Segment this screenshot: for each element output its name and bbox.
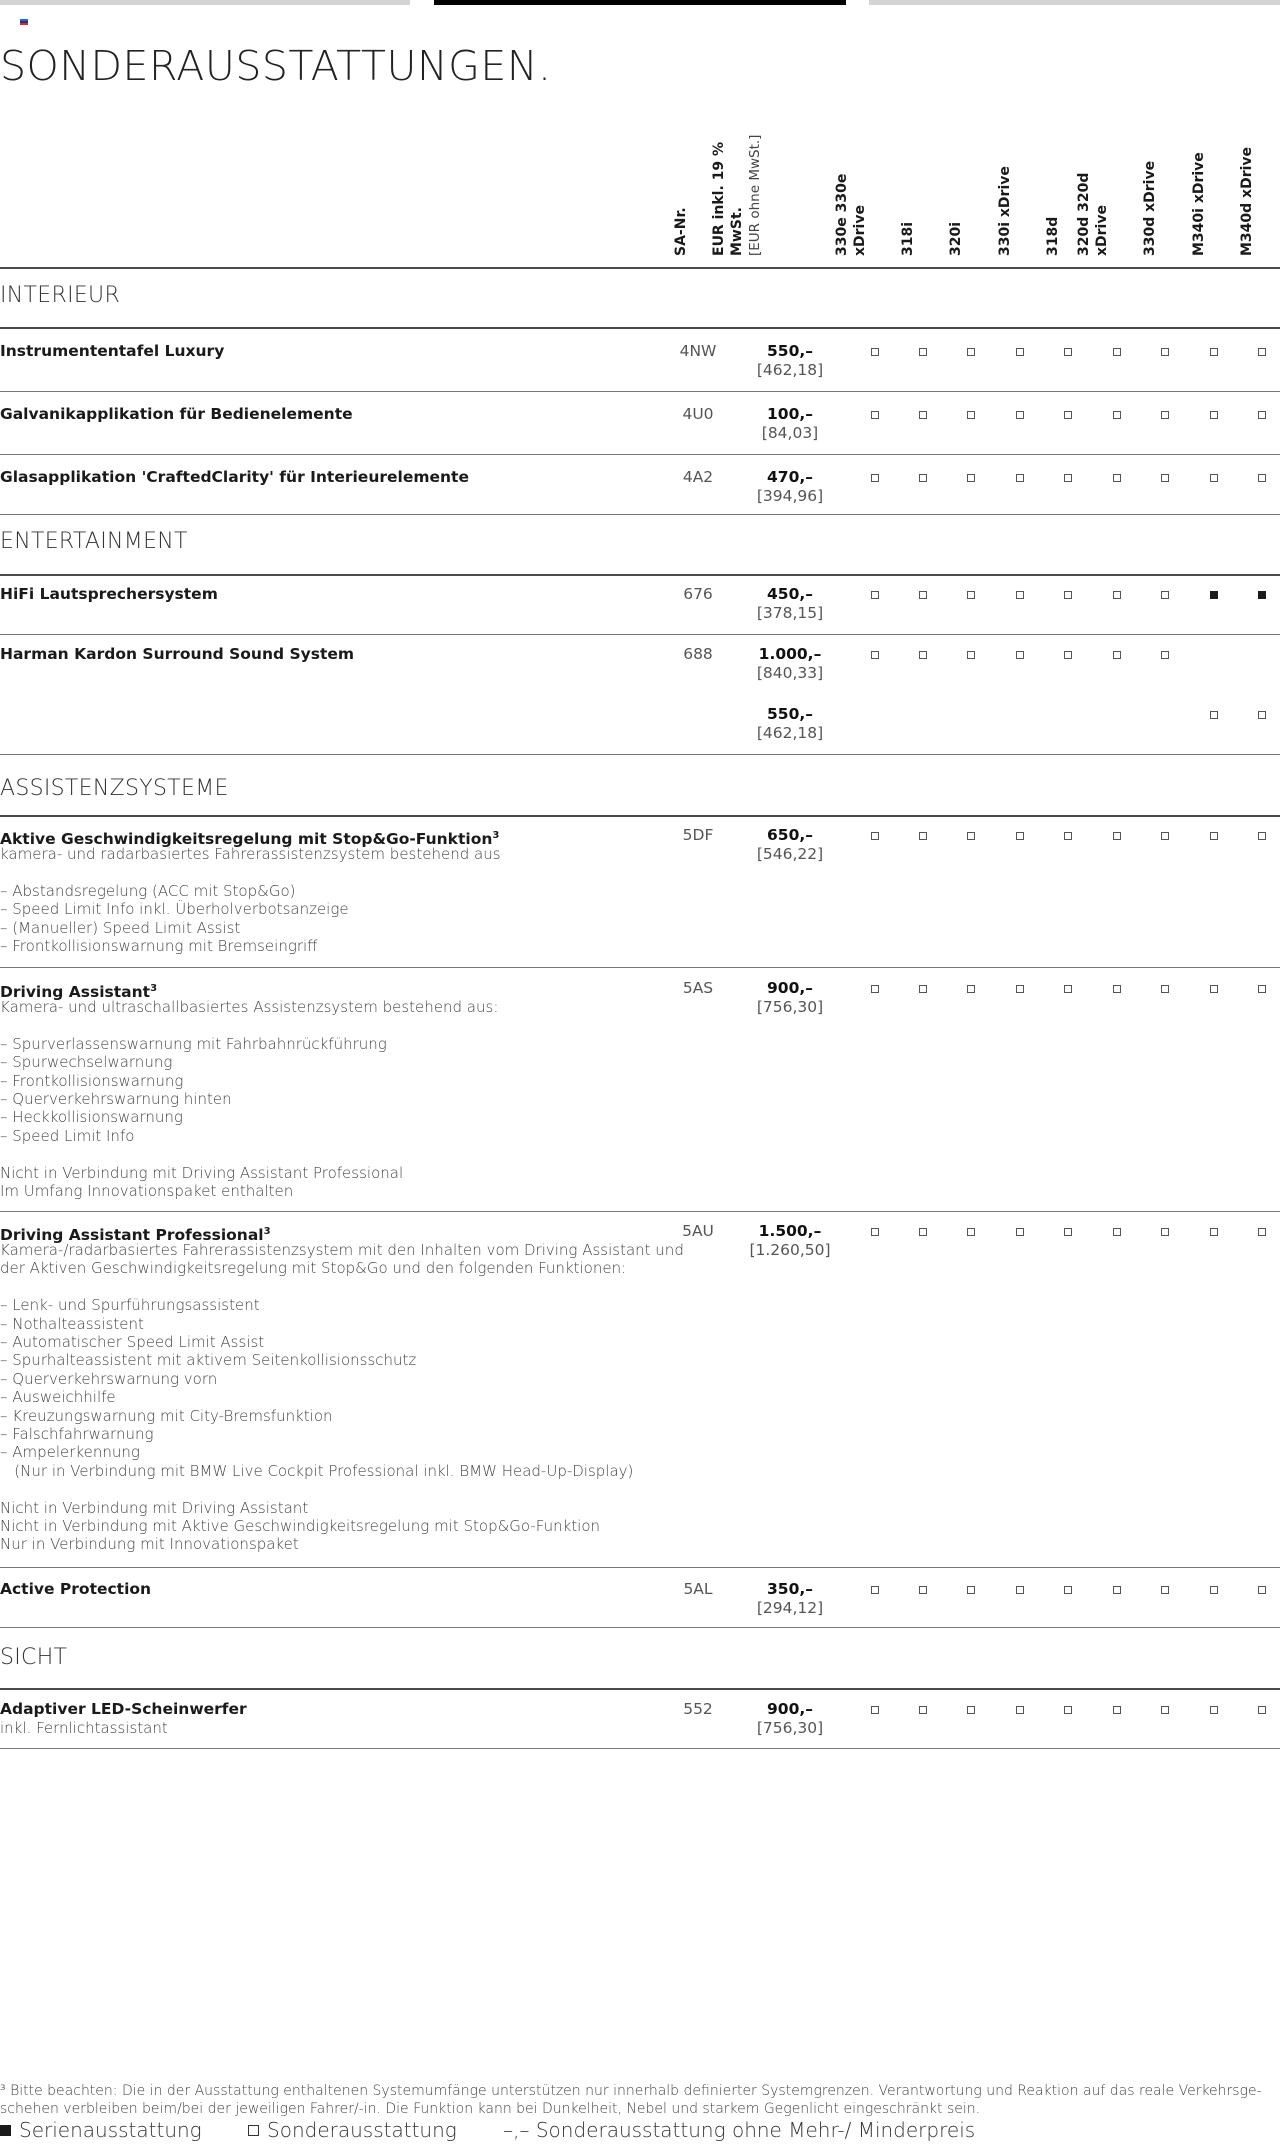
optional-equipment-mark [1113, 651, 1121, 659]
optional-equipment-mark [967, 832, 975, 840]
feature-name [0, 405, 660, 424]
optional-equipment-mark [1064, 411, 1072, 419]
optional-equipment-mark [1161, 832, 1169, 840]
filled-square-icon [0, 2125, 11, 2136]
optional-equipment-mark [1161, 651, 1169, 659]
optional-equipment-mark [919, 651, 927, 659]
optional-equipment-mark [871, 474, 879, 482]
description-line [0, 1480, 660, 1498]
optional-equipment-mark [919, 348, 927, 356]
description-line: kamera- und radarbasiertes Fahrerassistenzsystem bestehend aus [0, 845, 501, 863]
description-line: – Nothalteassistent [0, 1314, 144, 1333]
price-cell [745, 645, 835, 683]
description-line: – Kreuzungswarnung mit City-Bremsfunktion [0, 1406, 333, 1425]
optional-equipment-mark [1161, 474, 1169, 482]
description-line: – Spurwechselwarnung [0, 1053, 173, 1072]
optional-equipment-mark [871, 411, 879, 419]
optional-equipment-mark [1016, 474, 1024, 482]
header-model: M340i xDrive [1191, 152, 1207, 256]
description-line: – Querverkehrswarnung hinten [0, 1090, 232, 1109]
header-model: 320d 320d xDrive [1076, 172, 1110, 256]
optional-equipment-mark [871, 985, 879, 993]
row-divider [0, 754, 1280, 755]
empty-square-icon [248, 2125, 259, 2136]
row-divider [0, 454, 1280, 455]
optional-equipment-mark [1258, 1586, 1266, 1594]
feature-name [0, 342, 660, 361]
row-divider [0, 1627, 1280, 1628]
section-divider [0, 327, 1280, 329]
description-line: – Automatischer Speed Limit Assist [0, 1333, 265, 1352]
legend-optional: Sonderausstattung [248, 2118, 457, 2142]
description-line: – (Manueller) Speed Limit Assist [0, 918, 241, 937]
feature-name-text: Aktive Geschwindigkeitsregelung mit Stop&Go-Funktion [0, 830, 493, 849]
description-line: Kamera- und ultraschallbasiertes Assistenzsystem bestehend aus: [0, 998, 499, 1016]
optional-equipment-mark [1113, 1706, 1121, 1714]
legend-standard: Serienausstattung [0, 2118, 202, 2142]
optional-equipment-mark [1064, 832, 1072, 840]
optional-equipment-mark [1161, 411, 1169, 419]
option-code: 4NW [679, 342, 717, 360]
description-line: inkl. Fernlichtassistant [0, 1719, 168, 1737]
optional-equipment-mark [1210, 711, 1218, 719]
optional-equipment-mark [967, 1706, 975, 1714]
price-cell [745, 468, 835, 506]
description-line: (Nur in Verbindung mit BMW Live Cockpit Professional inkl. BMW Head-Up-Display) [0, 1461, 634, 1480]
price-gross: 1.000,– [758, 645, 822, 663]
optional-equipment-mark [1016, 1586, 1024, 1594]
description-line: – Abstandsregelung (ACC mit Stop&Go) [0, 881, 296, 900]
option-code: 5DF [682, 826, 714, 844]
header-model: M340d xDrive [1239, 146, 1255, 256]
price-net: [840,33] [756, 664, 824, 682]
description-line: – Ampelerkennung [0, 1443, 140, 1462]
description-line: Kamera-/radarbasiertes Fahrerassistenzsystem mit den Inhalten vom Driving Assistant und [0, 1241, 684, 1259]
optional-equipment-mark [1016, 411, 1024, 419]
optional-equipment-mark [919, 591, 927, 599]
optional-equipment-mark [1210, 474, 1218, 482]
price-cell [745, 1222, 835, 1260]
optional-equipment-mark [1258, 1706, 1266, 1714]
price-gross: 350,– [767, 1580, 813, 1598]
optional-equipment-mark [1161, 985, 1169, 993]
feature-description [0, 1719, 660, 1737]
optional-equipment-mark [871, 832, 879, 840]
description-line: – Ausweichhilfe [0, 1388, 116, 1407]
legend [0, 2118, 1015, 2142]
optional-equipment-mark [1161, 1228, 1169, 1236]
price-cell [745, 585, 835, 623]
feature-name-text: Galvanikapplikation für Bedienelemente [0, 405, 353, 423]
feature-name-text: Adaptiver LED-Scheinwerfer [0, 1700, 247, 1718]
footnote-ref: 3 [492, 830, 500, 841]
optional-equipment-mark [919, 411, 927, 419]
description-line: – Heckkollisionswarnung [0, 1108, 183, 1127]
price-net: [84,03] [761, 424, 819, 442]
option-code: 4U0 [682, 405, 714, 423]
page-title: SONDERAUSSTATTUNGEN. [0, 42, 552, 90]
description-line: Nur in Verbindung mit Innovationspaket [0, 1535, 299, 1554]
tab-bar-right[interactable] [869, 0, 1280, 5]
price-cell [745, 1700, 835, 1738]
optional-equipment-mark [1064, 348, 1072, 356]
optional-equipment-mark [919, 832, 927, 840]
row-divider [0, 1211, 1280, 1212]
description-line: – Frontkollisionswarnung [0, 1071, 184, 1090]
footnote-ref: 3 [150, 983, 158, 994]
price-cell [745, 1580, 835, 1618]
brand-flag-icon [20, 19, 28, 25]
price-gross: 470,– [767, 468, 813, 486]
optional-equipment-mark [871, 1228, 879, 1236]
price-cell [745, 826, 835, 864]
feature-name-text: Harman Kardon Surround Sound System [0, 645, 355, 663]
optional-equipment-mark [1113, 411, 1121, 419]
row-divider [0, 634, 1280, 635]
description-line: – Querverkehrswarnung vorn [0, 1369, 218, 1388]
optional-equipment-mark [1064, 651, 1072, 659]
description-line: – Frontkollisionswarnung mit Bremseingriff [0, 937, 318, 956]
description-line: – Spurverlassenswarnung mit Fahrbahnrückführung [0, 1034, 387, 1053]
optional-equipment-mark [1258, 985, 1266, 993]
optional-equipment-mark [1016, 1228, 1024, 1236]
optional-equipment-mark [967, 348, 975, 356]
description-line: Nicht in Verbindung mit Driving Assistant Professional [0, 1163, 404, 1182]
header-divider [0, 267, 1280, 269]
optional-equipment-mark [871, 1586, 879, 1594]
footnote: ³ Bitte beachten: Die in der Ausstattung enthaltenen Systemumfänge unterstützen nur innerhalb definierter Systemgrenzen. Verantwortung und Reaktion auf das reale Verkehrsge-schehen verbleiben beim/bei der jeweiligen Fahrer/-in. Die Funktion kann bei Dunkelheit, Nebel und starkem Gegenlicht eingeschränkt sein. [0, 2083, 1262, 2117]
optional-equipment-mark [1210, 832, 1218, 840]
feature-name [0, 1700, 660, 1719]
price-gross: 1.500,– [758, 1222, 822, 1240]
optional-equipment-mark [871, 1706, 879, 1714]
price-net: [546,22] [756, 845, 824, 863]
optional-equipment-mark [1064, 474, 1072, 482]
price-gross: 900,– [767, 1700, 813, 1718]
optional-equipment-mark [1161, 1586, 1169, 1594]
option-code: 5AL [683, 1580, 713, 1598]
optional-equipment-mark [1210, 1228, 1218, 1236]
header-model: 330d xDrive [1142, 160, 1158, 256]
header-price-sub: [EUR ohne MwSt.] [747, 134, 763, 256]
price-gross: 900,– [767, 979, 813, 997]
description-line: Im Umfang Innovationspaket enthalten [0, 1182, 294, 1201]
footnote-ref: 3 [263, 1226, 271, 1237]
description-line: – Falschfahrwarnung [0, 1425, 154, 1444]
optional-equipment-mark [1064, 985, 1072, 993]
optional-equipment-mark [1210, 348, 1218, 356]
option-code: 688 [683, 645, 713, 663]
description-line: Nicht in Verbindung mit Driving Assistant [0, 1498, 309, 1517]
row-divider [0, 1748, 1280, 1749]
optional-equipment-mark [967, 651, 975, 659]
header-price-main: EUR inkl. 19 % MwSt. [711, 141, 745, 256]
feature-name-text: Driving Assistant Professional [0, 1226, 264, 1245]
optional-equipment-mark [1161, 591, 1169, 599]
optional-equipment-mark [1016, 1706, 1024, 1714]
option-code: 4A2 [682, 468, 714, 486]
header-price [711, 120, 824, 256]
feature-name-text: Active Protection [0, 1580, 152, 1598]
description-line: – Speed Limit Info [0, 1126, 135, 1145]
price-gross: 450,– [767, 585, 813, 603]
optional-equipment-mark [919, 1706, 927, 1714]
price-net: [756,30] [756, 1719, 824, 1737]
optional-equipment-mark [1016, 348, 1024, 356]
price-net: [378,15] [756, 604, 824, 622]
description-line: – Speed Limit Info inkl. Überholverbotsanzeige [0, 900, 349, 919]
optional-equipment-mark [1113, 591, 1121, 599]
section-divider [0, 1688, 1280, 1690]
feature-name-text: Driving Assistant [0, 983, 151, 1002]
optional-equipment-mark [1113, 832, 1121, 840]
option-code: 676 [683, 585, 713, 603]
optional-equipment-mark [1113, 985, 1121, 993]
optional-equipment-mark [1113, 1586, 1121, 1594]
description-line [0, 1278, 660, 1296]
optional-equipment-mark [1016, 591, 1024, 599]
section-heading: ASSISTENZSYSTEME [0, 776, 229, 801]
optional-equipment-mark [1210, 1706, 1218, 1714]
optional-equipment-mark [1113, 348, 1121, 356]
feature-description [0, 1241, 684, 1554]
header-code: SA-Nr. [673, 207, 689, 256]
tab-bar-left[interactable] [0, 0, 410, 5]
optional-equipment-mark [1064, 1228, 1072, 1236]
description-line: – Lenk- und Spurführungsassistent [0, 1296, 260, 1315]
section-heading: SICHT [0, 1645, 68, 1670]
option-code: 552 [683, 1700, 713, 1718]
header-model: 320i [948, 221, 964, 256]
section-divider [0, 574, 1280, 576]
row-divider [0, 1567, 1280, 1568]
price-net: [462,18] [756, 361, 824, 379]
feature-name-text: Glasapplikation 'CraftedClarity' für Interieurelemente [0, 468, 469, 486]
price-gross: 100,– [767, 405, 813, 423]
optional-equipment-mark [967, 474, 975, 482]
price-net: [294,12] [756, 1599, 824, 1617]
optional-equipment-mark [967, 1586, 975, 1594]
price-gross: 550,– [767, 342, 813, 360]
feature-name-text: HiFi Lautsprechersystem [0, 585, 218, 603]
optional-equipment-mark [1064, 1706, 1072, 1714]
feature-name-text: Instrumententafel Luxury [0, 342, 225, 360]
row-divider [0, 391, 1280, 392]
price-cell [745, 405, 835, 443]
standard-equipment-mark [1258, 591, 1266, 599]
header-model: 318i [900, 221, 916, 256]
optional-equipment-mark [1064, 591, 1072, 599]
section-heading: ENTERTAINMENT [0, 529, 188, 554]
optional-equipment-mark [967, 591, 975, 599]
legend-nocost: –,– Sonderausstattung ohne Mehr-/ Minderpreis [503, 2118, 976, 2142]
price-gross: 650,– [767, 826, 813, 844]
feature-name [0, 585, 660, 604]
price-cell [745, 979, 835, 1017]
optional-equipment-mark [1113, 1228, 1121, 1236]
optional-equipment-mark [871, 348, 879, 356]
price-net: [1.260,50] [749, 1241, 831, 1259]
tab-bar-active[interactable] [434, 0, 846, 5]
optional-equipment-mark [871, 591, 879, 599]
optional-equipment-mark [1258, 832, 1266, 840]
price-gross: 550,– [767, 705, 813, 723]
description-line: der Aktiven Geschwindigkeitsregelung mit Stop&Go und den folgenden Funktionen: [0, 1259, 627, 1278]
description-line: Nicht in Verbindung mit Aktive Geschwindigkeitsregelung mit Stop&Go-Funktion [0, 1517, 601, 1536]
optional-equipment-mark [967, 411, 975, 419]
price-net: [756,30] [756, 998, 824, 1016]
price-net: [462,18] [756, 724, 824, 742]
optional-equipment-mark [919, 1586, 927, 1594]
optional-equipment-mark [1210, 411, 1218, 419]
optional-equipment-mark [1210, 985, 1218, 993]
header-model: 318d [1045, 216, 1061, 256]
price-net: [394,96] [756, 487, 824, 505]
optional-equipment-mark [1258, 348, 1266, 356]
optional-equipment-mark [919, 1228, 927, 1236]
description-line [0, 1016, 660, 1034]
standard-equipment-mark [1210, 591, 1218, 599]
row-divider [0, 514, 1280, 515]
optional-equipment-mark [1113, 474, 1121, 482]
price-cell [745, 705, 835, 743]
optional-equipment-mark [1258, 1228, 1266, 1236]
optional-equipment-mark [1161, 1706, 1169, 1714]
feature-name [0, 468, 660, 487]
optional-equipment-mark [1210, 1586, 1218, 1594]
optional-equipment-mark [871, 651, 879, 659]
section-heading: INTERIEUR [0, 283, 121, 308]
description-line [0, 1145, 660, 1163]
feature-name [0, 1580, 660, 1599]
optional-equipment-mark [919, 985, 927, 993]
optional-equipment-mark [1016, 651, 1024, 659]
header-model: 330e 330e xDrive [834, 173, 868, 256]
optional-equipment-mark [967, 985, 975, 993]
optional-equipment-mark [1258, 411, 1266, 419]
description-line: – Spurhalteassistent mit aktivem Seitenkollisionsschutz [0, 1351, 417, 1370]
section-divider [0, 815, 1280, 817]
feature-name [0, 645, 660, 664]
row-divider [0, 967, 1280, 968]
feature-description [0, 998, 660, 1200]
optional-equipment-mark [1161, 348, 1169, 356]
description-line [0, 863, 660, 881]
optional-equipment-mark [919, 474, 927, 482]
optional-equipment-mark [1064, 1586, 1072, 1594]
price-cell [745, 342, 835, 380]
header-model: 330i xDrive [997, 166, 1013, 256]
option-code: 5AU [682, 1222, 714, 1240]
optional-equipment-mark [1016, 985, 1024, 993]
optional-equipment-mark [1016, 832, 1024, 840]
option-code: 5AS [682, 979, 714, 997]
optional-equipment-mark [967, 1228, 975, 1236]
feature-description [0, 845, 660, 955]
optional-equipment-mark [1258, 711, 1266, 719]
optional-equipment-mark [1258, 474, 1266, 482]
